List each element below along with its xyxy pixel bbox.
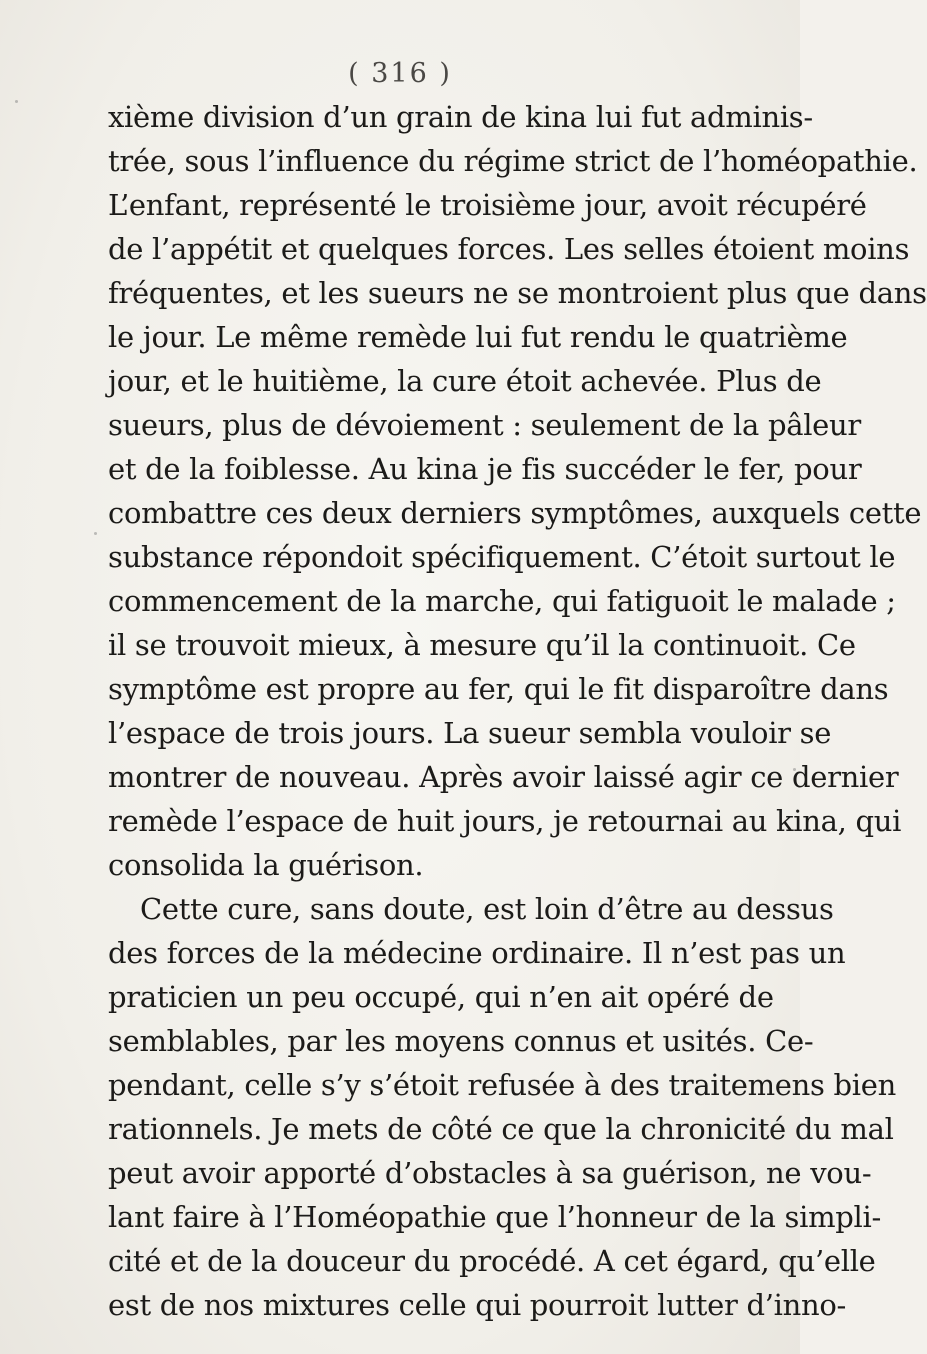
paper-speck [793, 768, 796, 771]
text-line: sueurs, plus de dévoiement : seulement de la pâleur [108, 408, 861, 442]
paper-speck [94, 532, 97, 535]
text-line: pendant, celle s’y s’étoit refusée à des traitemens bien [108, 1068, 896, 1102]
text-line: il se trouvoit mieux, à mesure qu’il la continuoit. Ce [108, 628, 856, 662]
text-line: le jour. Le même remède lui fut rendu le quatrième [108, 320, 848, 354]
text-line: fréquentes, et les sueurs ne se montroient plus que dans [108, 276, 927, 310]
text-line: montrer de nouveau. Après avoir laissé agir ce dernier [108, 760, 899, 794]
text-line: est de nos mixtures celle qui pourroit lutter d’inno- [108, 1288, 847, 1322]
text-line: praticien un peu occupé, qui n’en ait opéré de [108, 980, 774, 1014]
body-text [108, 95, 927, 1327]
paper-speck [786, 1270, 789, 1273]
text-line: cité et de la douceur du procédé. A cet égard, qu’elle [108, 1244, 876, 1278]
text-line: rationnels. Je mets de côté ce que la chronicité du mal [108, 1112, 894, 1146]
text-line: commencement de la marche, qui fatiguoit le malade ; [108, 584, 896, 618]
text-line: combattre ces deux derniers symptômes, auxquels cette [108, 496, 922, 530]
text-line: L’enfant, représenté le troisième jour, avoit récupéré [108, 188, 867, 222]
text-line: peut avoir apporté d’obstacles à sa guérison, ne vou- [108, 1156, 872, 1190]
text-line: xième division d’un grain de kina lui fut adminis- [108, 100, 813, 134]
text-line: des forces de la médecine ordinaire. Il n’est pas un [108, 936, 846, 970]
paper-speck [15, 100, 18, 103]
page-number: ( 316 ) [348, 58, 452, 89]
text-line: l’espace de trois jours. La sueur sembla vouloir se [108, 716, 832, 750]
paragraph-end-line: consolida la guérison. [108, 848, 424, 882]
text-line: et de la foiblesse. Au kina je fis succéder le fer, pour [108, 452, 862, 486]
text-line: symptôme est propre au fer, qui le fit disparoître dans [108, 672, 889, 706]
text-line: jour, et le huitième, la cure étoit achevée. Plus de [108, 364, 822, 398]
text-line: remède l’espace de huit jours, je retournai au kina, qui [108, 804, 902, 838]
text-line: substance répondoit spécifiquement. C’étoit surtout le [108, 540, 896, 574]
paragraph-start-line: Cette cure, sans doute, est loin d’être au dessus [140, 892, 834, 926]
text-line: semblables, par les moyens connus et usités. Ce- [108, 1024, 814, 1058]
text-line: de l’appétit et quelques forces. Les selles étoient moins [108, 232, 910, 266]
text-line: lant faire à l’Homéopathie que l’honneur de la simpli- [108, 1200, 881, 1234]
text-line: trée, sous l’influence du régime strict de l’homéopathie. [108, 144, 918, 178]
